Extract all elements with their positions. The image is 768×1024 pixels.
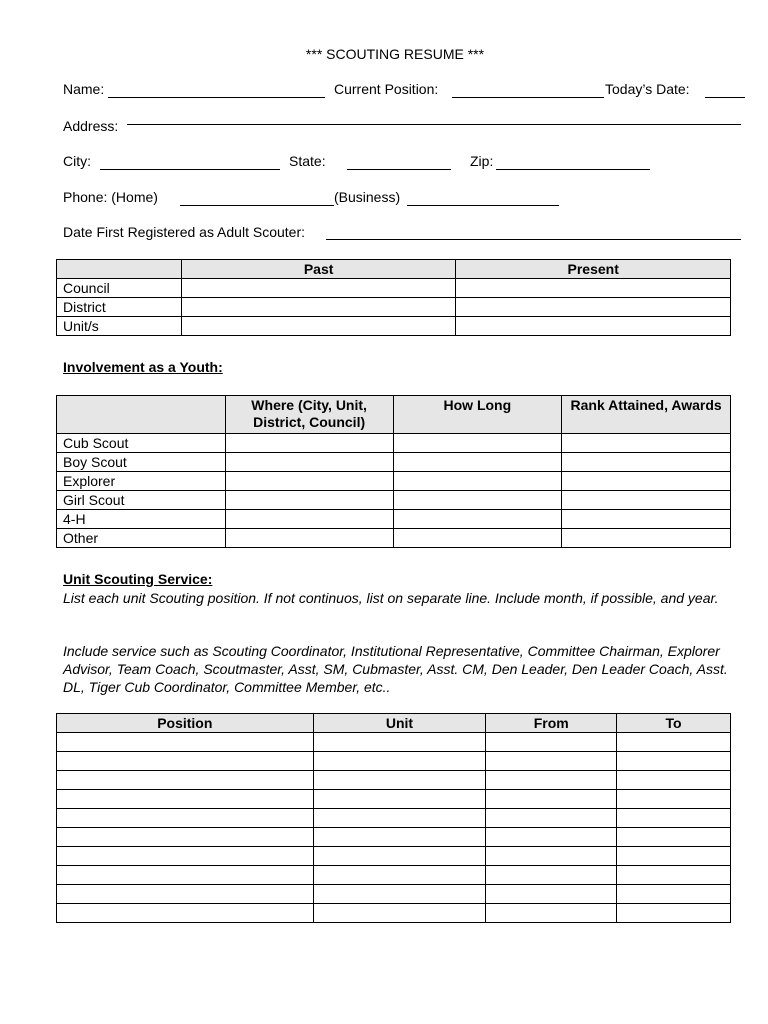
date-registered-label: Date First Registered as Adult Scouter: <box>63 224 305 240</box>
youth-heading: Involvement as a Youth: <box>63 359 223 375</box>
unit-cell[interactable] <box>313 885 486 904</box>
row-label: District <box>57 298 182 317</box>
row-label: Girl Scout <box>57 491 226 510</box>
table-header-cell: Unit <box>313 714 486 733</box>
position-cell[interactable] <box>57 790 314 809</box>
past-cell[interactable] <box>181 317 456 336</box>
table-header-cell: To <box>617 714 731 733</box>
table-header-cell <box>57 396 226 434</box>
page-title: *** SCOUTING RESUME *** <box>305 46 485 62</box>
where-cell[interactable] <box>225 472 393 491</box>
row-label: 4-H <box>57 510 226 529</box>
table-header-row <box>57 260 731 279</box>
table-row <box>57 904 731 923</box>
table-row <box>57 866 731 885</box>
to-cell[interactable] <box>617 733 731 752</box>
todays-date-field[interactable] <box>705 97 745 98</box>
unit-cell[interactable] <box>313 733 486 752</box>
past-present-table <box>56 259 731 336</box>
present-cell[interactable] <box>456 317 731 336</box>
unit-service-instruction-2: Include service such as Scouting Coordinator, Institutional Representative, Committee Chairman, Explorer Advisor, Team Coach, Scoutmaster, Asst, SM, Cubmaster, Asst. CM, Den Leader, Den Leader Coach, Asst. DL, Tiger Cub Coordinator, Committee Member, etc.. <box>63 643 728 695</box>
to-cell[interactable] <box>617 752 731 771</box>
table-row <box>57 279 731 298</box>
position-cell[interactable] <box>57 771 314 790</box>
rank-cell[interactable] <box>562 529 731 548</box>
row-label: Other <box>57 529 226 548</box>
table-header-cell: Position <box>57 714 314 733</box>
city-label: City: <box>63 153 91 169</box>
how-long-cell[interactable] <box>393 453 562 472</box>
how-long-cell[interactable] <box>393 491 562 510</box>
table-row <box>57 317 731 336</box>
to-cell[interactable] <box>617 904 731 923</box>
current-position-field[interactable] <box>452 97 604 98</box>
state-label: State: <box>289 153 326 169</box>
position-cell[interactable] <box>57 828 314 847</box>
table-header-cell: Past <box>181 260 456 279</box>
from-cell[interactable] <box>486 752 617 771</box>
to-cell[interactable] <box>617 885 731 904</box>
from-cell[interactable] <box>486 828 617 847</box>
address-label: Address: <box>63 118 119 134</box>
how-long-cell[interactable] <box>393 472 562 491</box>
zip-field[interactable] <box>496 169 650 170</box>
to-cell[interactable] <box>617 809 731 828</box>
row-label: Cub Scout <box>57 434 226 453</box>
rank-cell[interactable] <box>562 472 731 491</box>
table-row <box>57 771 731 790</box>
position-cell[interactable] <box>57 847 314 866</box>
to-cell[interactable] <box>617 866 731 885</box>
phone-business-label: (Business) <box>334 189 401 205</box>
table-header-row <box>57 714 731 733</box>
unit-cell[interactable] <box>313 790 486 809</box>
phone-home-label: Phone: (Home) <box>63 189 158 205</box>
present-cell[interactable] <box>456 298 731 317</box>
row-label: Explorer <box>57 472 226 491</box>
present-cell[interactable] <box>456 279 731 298</box>
table-row <box>57 298 731 317</box>
position-cell[interactable] <box>57 904 314 923</box>
unit-cell[interactable] <box>313 809 486 828</box>
from-cell[interactable] <box>486 847 617 866</box>
how-long-cell[interactable] <box>393 434 562 453</box>
zip-label: Zip: <box>470 153 494 169</box>
name-field[interactable] <box>108 97 325 98</box>
unit-service-instruction-1: List each unit Scouting position. If not continuos, list on separate line. Include month, if possible, and year. <box>63 590 719 606</box>
table-header-cell: From <box>486 714 617 733</box>
unit-cell[interactable] <box>313 752 486 771</box>
table-row <box>57 847 731 866</box>
row-label: Council <box>57 279 182 298</box>
from-cell[interactable] <box>486 790 617 809</box>
unit-service-table <box>56 713 731 923</box>
table-row <box>57 885 731 904</box>
table-row <box>57 828 731 847</box>
unit-cell[interactable] <box>313 847 486 866</box>
unit-cell[interactable] <box>313 904 486 923</box>
table-header-cell: Rank Attained, Awards <box>562 396 731 434</box>
rank-cell[interactable] <box>562 491 731 510</box>
table-header-cell: How Long <box>393 396 562 434</box>
from-cell[interactable] <box>486 809 617 828</box>
current-position-label: Current Position: <box>334 81 439 97</box>
rank-cell[interactable] <box>562 434 731 453</box>
position-cell[interactable] <box>57 809 314 828</box>
table-row <box>57 790 731 809</box>
from-cell[interactable] <box>486 885 617 904</box>
row-label: Unit/s <box>57 317 182 336</box>
table-row <box>57 809 731 828</box>
unit-cell[interactable] <box>313 828 486 847</box>
table-header-cell <box>57 260 182 279</box>
past-cell[interactable] <box>181 298 456 317</box>
past-cell[interactable] <box>181 279 456 298</box>
phone-home-field[interactable] <box>180 205 334 206</box>
table-header-cell: Present <box>456 260 731 279</box>
table-row <box>57 434 731 453</box>
where-cell[interactable] <box>225 453 393 472</box>
how-long-cell[interactable] <box>393 529 562 548</box>
unit-cell[interactable] <box>313 866 486 885</box>
table-header-row <box>57 396 731 434</box>
table-row <box>57 453 731 472</box>
position-cell[interactable] <box>57 866 314 885</box>
phone-business-field[interactable] <box>407 205 559 206</box>
from-cell[interactable] <box>486 733 617 752</box>
row-label: Boy Scout <box>57 453 226 472</box>
state-field[interactable] <box>347 169 451 170</box>
unit-cell[interactable] <box>313 771 486 790</box>
from-cell[interactable] <box>486 866 617 885</box>
table-row <box>57 733 731 752</box>
table-row <box>57 510 731 529</box>
where-cell[interactable] <box>225 510 393 529</box>
table-row <box>57 491 731 510</box>
todays-date-label: Today’s Date: <box>605 81 690 97</box>
where-cell[interactable] <box>225 434 393 453</box>
city-field[interactable] <box>100 169 280 170</box>
table-row <box>57 472 731 491</box>
where-cell[interactable] <box>225 491 393 510</box>
name-label: Name: <box>63 81 105 97</box>
table-row <box>57 752 731 771</box>
position-cell[interactable] <box>57 733 314 752</box>
to-cell[interactable] <box>617 790 731 809</box>
rank-cell[interactable] <box>562 453 731 472</box>
position-cell[interactable] <box>57 752 314 771</box>
address-field[interactable] <box>127 124 741 125</box>
from-cell[interactable] <box>486 904 617 923</box>
to-cell[interactable] <box>617 771 731 790</box>
table-row <box>57 529 731 548</box>
from-cell[interactable] <box>486 771 617 790</box>
to-cell[interactable] <box>617 828 731 847</box>
how-long-cell[interactable] <box>393 510 562 529</box>
date-registered-field[interactable] <box>326 239 741 240</box>
youth-table <box>56 395 731 548</box>
position-cell[interactable] <box>57 885 314 904</box>
to-cell[interactable] <box>617 847 731 866</box>
unit-service-heading: Unit Scouting Service: <box>63 571 213 587</box>
rank-cell[interactable] <box>562 510 731 529</box>
table-header-cell: Where (City, Unit, District, Council) <box>225 396 393 434</box>
where-cell[interactable] <box>225 529 393 548</box>
